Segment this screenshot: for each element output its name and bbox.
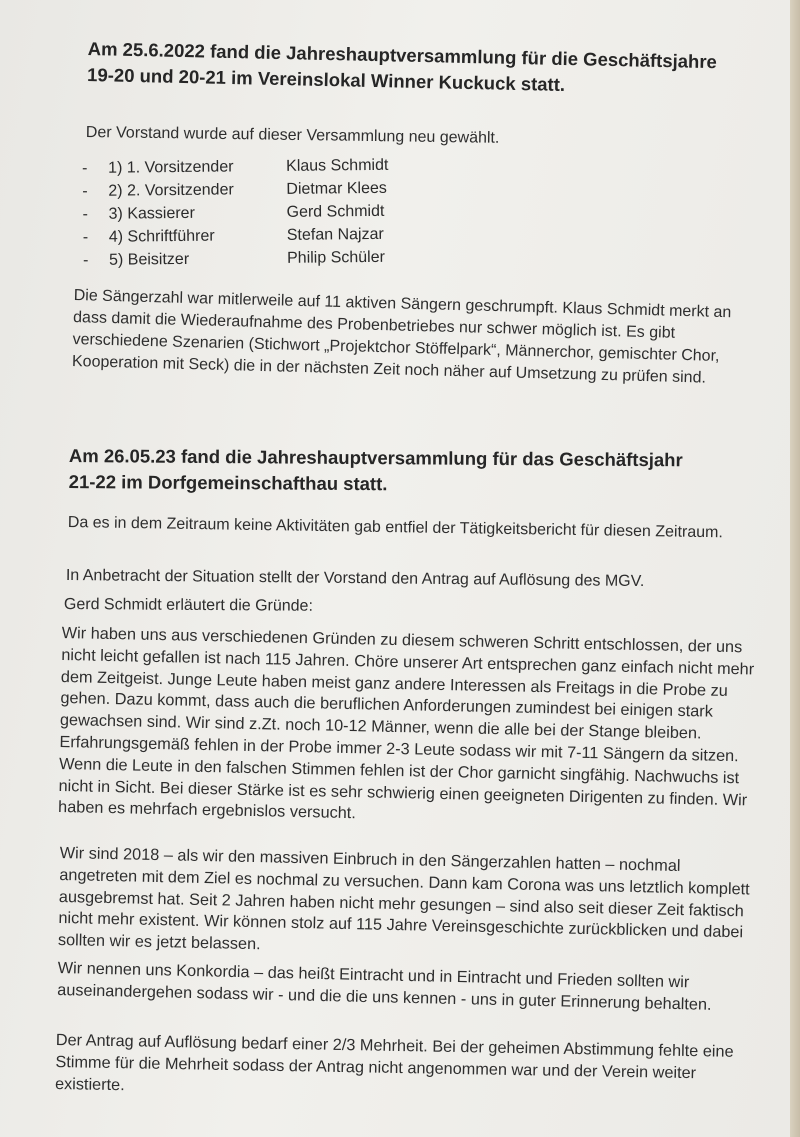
board-role: 5) Beisitzer [108,250,190,269]
board-member-name: Klaus Schmidt [286,156,389,175]
list-dash: - [82,205,89,223]
board-member-name: Stefan Najzar [286,225,384,244]
section2-paragraph: Gerd Schmidt erläutert die Gründe: [63,595,313,615]
section2-paragraph: Wir sind 2018 – als wir den massiven Einbruch in den Sängerzahlen hatten – nochmal angetreten mit dem Ziel es nochmal zu versuchen. Dann kam Corona was uns letztlich komplett ausgebremst hat. Seit 2 Jahren haben nicht mehr gesungen – sind also seit dieser Zeit faktisch nicht mehr existent. Wir können stolz auf 115 Jahre Vereinsgeschichte zurückblicken und dabei sollten wir es jetzt belassen. [57,843,750,954]
board-member-name: Dietmar Klees [286,179,387,198]
board-member-name: Philip Schüler [286,248,385,267]
list-dash: - [82,159,88,177]
section2-paragraph: Wir haben uns aus verschiedenen Gründen zu diesem schweren Schritt entschlossen, der uns nicht leicht gefallen ist nach 115 Jahren. Chöre unserer Art entsprechen ganz einfach nicht mehr dem Zeitgeist. Junge Leute haben meist ganz andere Interessen als Freitags in die Probe zu gehen. Dazu kommt, dass auch die beruflichen Anforderungen zumindest bei einigen stark gewachsen sind. Wir sind z.Zt. noch 10-12 Männer, wenn die alle bei der Stange bleiben. Erfahrungsgemäß fehlen in der Probe immer 2-3 Leute sodass wir mit 7-11 Sängern da sitzen. Wenn die Leute in den falschen Stimmen fehlen ist der Chor garnicht singfähig. Nachwuchs ist nicht in Sicht. Bei dieser Stärke ist es sehr schwierig einen geeigneten Dirigenten zu finden. Wir haben es mehrfach ergebnislos versucht. [57,623,755,823]
board-item [83,245,503,272]
board-member-name: Gerd Schmidt [286,202,385,221]
board-role: 3) Kassierer [108,204,195,223]
page-edge [790,0,800,1137]
section1-intro: Der Vorstand wurde auf dieser Versammlung neu gewählt. [85,123,500,147]
section1-paragraph: Die Sängerzahl war mitlerweile auf 11 aktiven Sängern geschrumpft. Klaus Schmidt merkt an dass damit die Wiederaufnahme des Probenbetriebes nur schwer möglich ist. Es gibt verschiedene Szenarien (Stichwort „Projektchor Stöffelpark“, Männerchor, gemischter Chor, Kooperation mit Seck) die in der nächsten Zeit noch näher auf Umsetzung zu prüfen sind. [71,286,732,387]
list-dash: - [82,182,88,200]
section2-heading: Am 26.05.23 fand die Jahreshauptversammlung für das Geschäftsjahr 21-22 im Dorfgemeinschafthau statt. [68,444,683,495]
section2-paragraph: Wir nennen uns Konkordia – das heißt Eintracht und in Eintracht und Frieden sollten wir auseinandergehen sodass wir - und die die uns kennen - uns in guter Erinnerung behalten. [57,958,712,1014]
section2-paragraph: In Anbetracht der Situation stellt der Vorstand den Antrag auf Auflösung des MGV. [65,566,645,591]
section2-paragraph: Da es in dem Zeitraum keine Aktivitäten gab entfiel der Tätigkeitsbericht für diesen Zeitraum. [67,513,724,542]
list-dash: - [82,251,89,269]
section1-heading: Am 25.6.2022 fand die Jahreshauptversammlung für die Geschäftsjahre 19-20 und 20-21 im Vereinslokal Winner Kuckuck statt. [86,37,718,95]
board-role: 2) 2. Vorsitzender [108,181,234,200]
board-role: 4) Schriftführer [108,227,215,246]
board-list [82,153,503,272]
board-role: 1) 1. Vorsitzender [108,158,234,177]
section2-paragraph: Der Antrag auf Auflösung bedarf einer 2/3 Mehrheit. Bei der geheimen Abstimmung fehlte eine Stimme für die Mehrheit sodass der Antrag nicht angenommen war und der Verein weiter existierte. [54,1030,734,1094]
list-dash: - [82,228,89,246]
